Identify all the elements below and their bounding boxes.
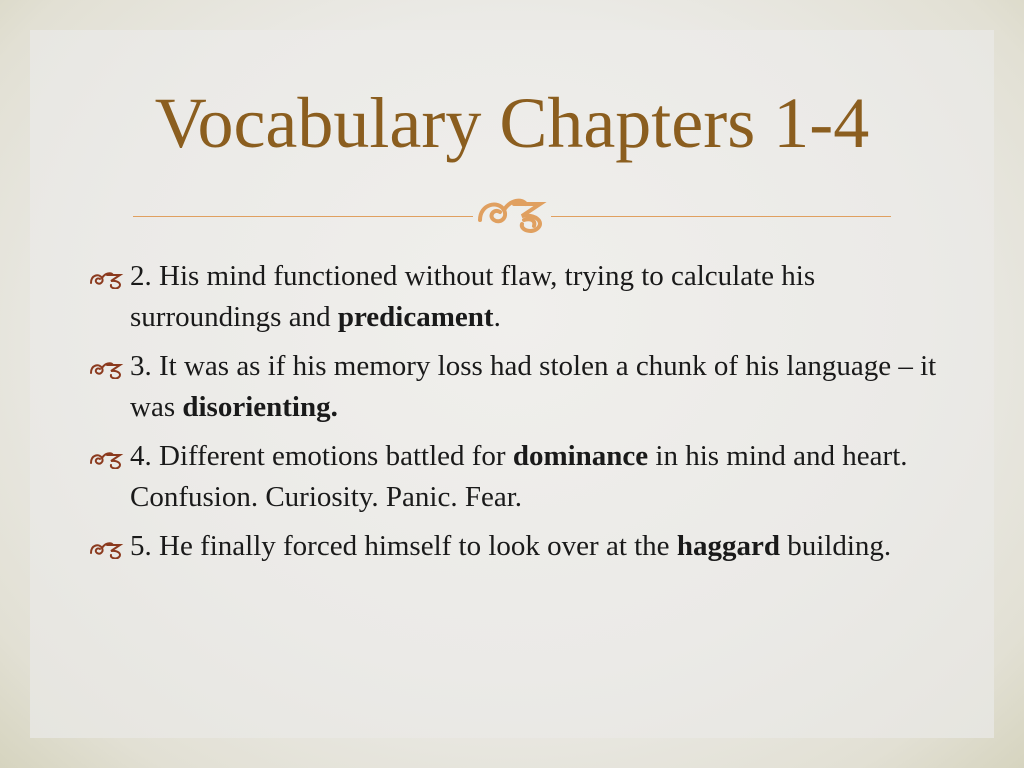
bullet-text-tail: .: [493, 301, 501, 333]
list-item: [88, 256, 938, 338]
divider-line-left: [133, 216, 473, 217]
vocab-word: haggard: [676, 530, 780, 562]
curl-bullet-icon: [88, 537, 124, 559]
vocab-word: disorienting.: [182, 391, 338, 423]
curl-bullet-icon: [88, 267, 124, 289]
bullet-list: [88, 256, 938, 575]
list-item: [88, 346, 938, 428]
list-item: [88, 526, 938, 567]
scroll-ornament-icon: [474, 190, 550, 234]
title-divider: [133, 190, 891, 230]
bullet-text-tail: building.: [779, 530, 892, 562]
bullet-text: 5. He finally forced himself to look over at the: [130, 530, 677, 562]
divider-line-right: [551, 216, 891, 217]
bullet-text-tail: in his mind and heart. Confusion. Curiosity. Panic. Fear.: [130, 440, 908, 513]
curl-bullet-icon: [88, 357, 124, 379]
bullet-text: 3. It was as if his memory loss had stolen a chunk of his language – it was: [130, 350, 937, 423]
list-item: [88, 436, 938, 518]
slide-title: Vocabulary Chapters 1-4: [154, 83, 870, 163]
bullet-text: 2. His mind functioned without flaw, trying to calculate his surroundings and: [130, 260, 816, 333]
vocab-word: dominance: [512, 440, 649, 472]
curl-bullet-icon: [88, 447, 124, 469]
vocab-word: predicament: [337, 301, 494, 333]
bullet-text: 4. Different emotions battled for: [130, 440, 513, 472]
